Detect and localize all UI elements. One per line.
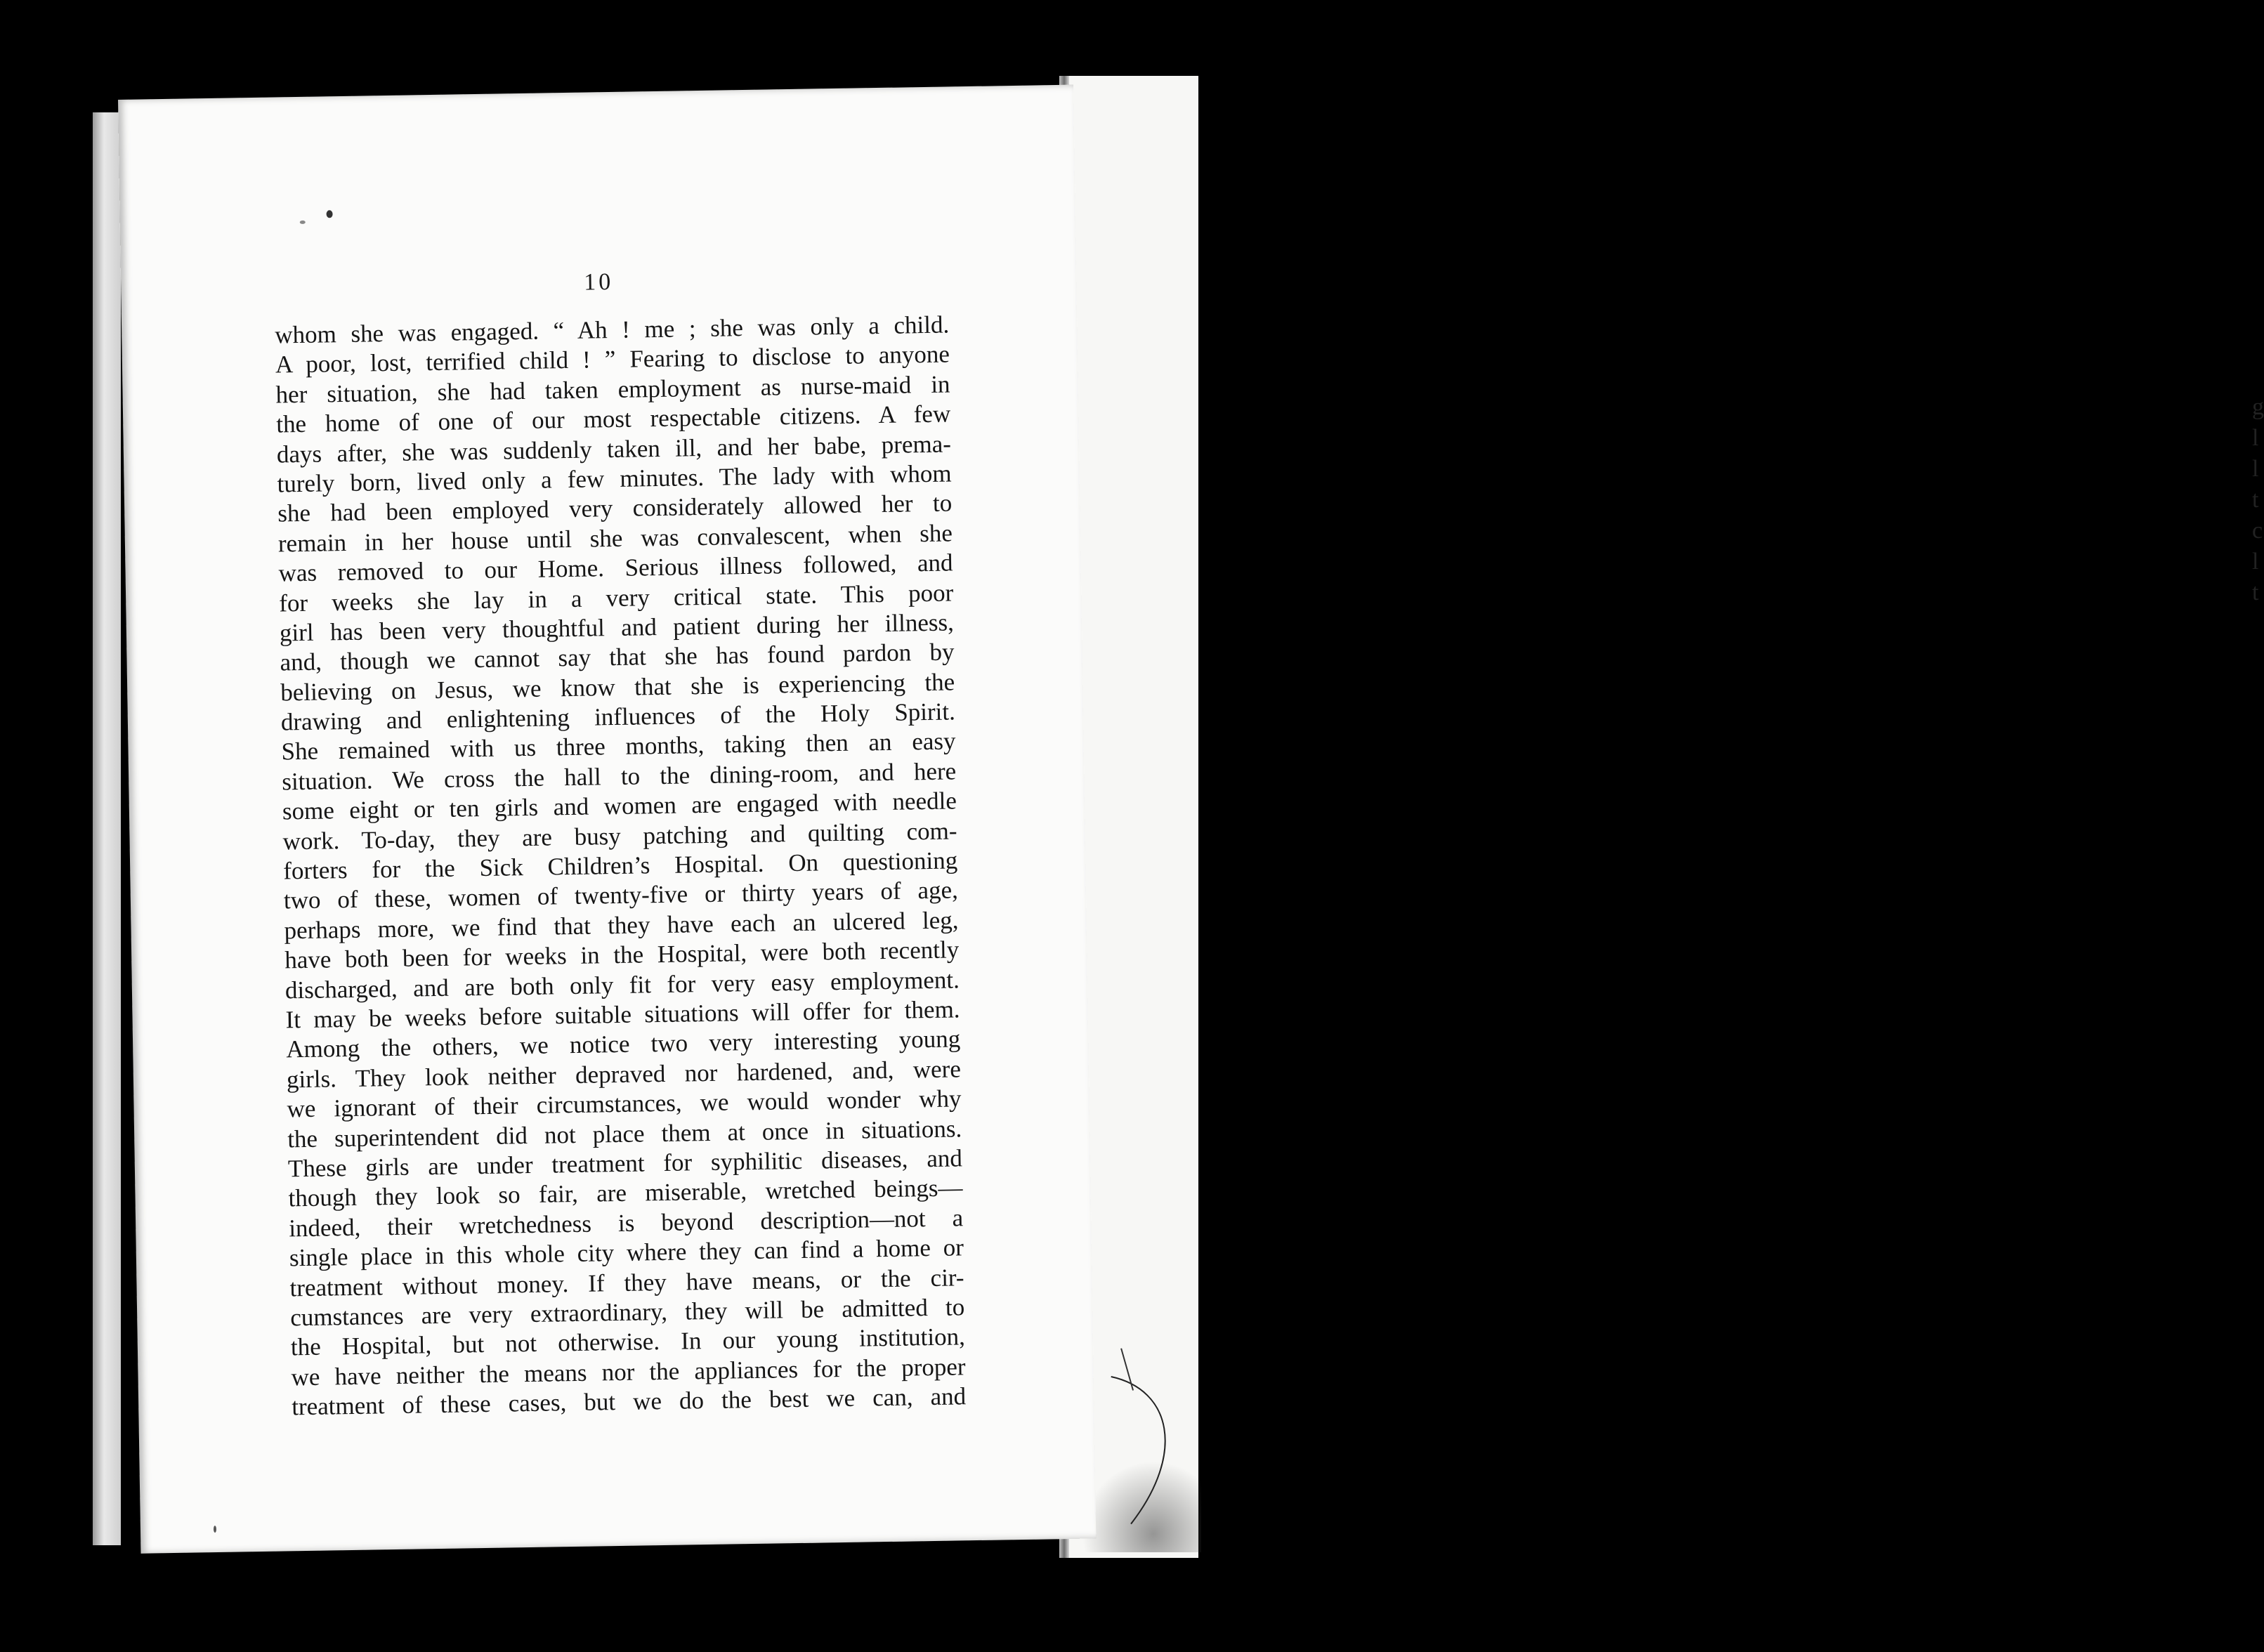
text-line: work. To-day, they are busy patching and quilting com- — [282, 817, 957, 855]
text-line: turely born, lived only a few minutes. The lady with whom — [277, 459, 952, 498]
facing-page-letter: t — [2252, 579, 2259, 605]
facing-page-letters — [2252, 392, 2264, 608]
text-line: remain in her house until she was convalescent, when she — [277, 519, 953, 558]
pencil-mark — [1107, 1347, 1194, 1531]
text-line: she had been employed very considerately allowed her to — [277, 489, 953, 527]
text-line: whom she was engaged. “ Ah ! me ; she was only a child. — [274, 310, 950, 349]
text-line: for weeks she lay in a very critical state. This poor — [278, 578, 954, 617]
text-line: girls. They look neither depraved nor hardened, and, were — [286, 1055, 962, 1094]
text-line: single place in this whole city where they can find a home or — [289, 1233, 964, 1272]
text-line: It may be weeks before suitable situations will offer for them. — [285, 995, 960, 1034]
text-line: we ignorant of their circumstances, we would wonder why — [287, 1084, 962, 1123]
text-line: indeed, their wretchedness is beyond description—not a — [288, 1204, 964, 1243]
dust-speck — [214, 1526, 216, 1533]
text-line: the superintendent did not place them at once in situations. — [287, 1114, 962, 1153]
text-line: forters for the Sick Children’s Hospital. On questioning — [282, 846, 958, 885]
text-line: have both been for weeks in the Hospital, were both recently — [284, 936, 960, 974]
text-line: the home of one of our most respectable citizens. A few — [275, 400, 951, 438]
text-line: her situation, she had taken employment as nurse-maid in — [275, 370, 950, 409]
dust-speck — [327, 210, 333, 218]
facing-page-letter: l — [2252, 425, 2259, 451]
text-line: days after, she was suddenly taken ill, and her babe, prema- — [276, 429, 952, 468]
facing-page-letter: g — [2252, 394, 2264, 420]
page-number: 10 — [583, 268, 614, 296]
text-line: treatment without money. If they have means, or the cir- — [289, 1263, 964, 1302]
text-line: we have neither the means nor the appliances for the proper — [291, 1352, 966, 1391]
text-line: believing on Jesus, we know that she is experiencing the — [280, 668, 955, 707]
text-line: discharged, and are both only fit for very easy employment. — [284, 965, 960, 1004]
text-line: situation. We cross the hall to the dining-room, and here — [281, 757, 957, 796]
text-line: perhaps more, we find that they have each an ulcered leg, — [284, 906, 959, 945]
text-line: and, though we cannot say that she has found pardon by — [280, 638, 955, 676]
text-line: treatment of these cases, but we do the best we can, and — [291, 1382, 967, 1421]
book-page — [118, 85, 1096, 1554]
facing-page-letter: l — [2252, 456, 2259, 482]
text-line: the Hospital, but not otherwise. In our young institution, — [290, 1323, 966, 1361]
text-line: two of these, women of twenty-five or thirty years of age, — [283, 876, 959, 914]
facing-page-letter: l — [2252, 549, 2259, 575]
text-line: some eight or ten girls and women are engaged with needle — [282, 787, 957, 825]
text-line: A poor, lost, terrified child ! ” Fearing to disclose to anyone — [275, 340, 950, 379]
text-line: was removed to our Home. Serious illness followed, and — [278, 549, 953, 587]
text-line: girl has been very thoughtful and patient during her illness, — [279, 608, 955, 647]
text-line: She remained with us three months, taking then an easy — [281, 727, 956, 766]
text-line: These girls are under treatment for syphilitic diseases, and — [287, 1144, 963, 1183]
page-body-text — [275, 310, 967, 1422]
text-line: cumstances are very extraordinary, they will be admitted to — [289, 1293, 965, 1332]
page-stack-edge — [93, 112, 121, 1545]
dust-speck — [300, 221, 306, 224]
text-line: drawing and enlightening influences of the Holy Spirit. — [280, 697, 956, 736]
text-line: Among the others, we notice two very interesting young — [285, 1025, 961, 1063]
text-line: though they look so fair, are miserable, wretched beings— — [288, 1174, 963, 1212]
facing-page-letter: t — [2252, 487, 2259, 513]
facing-page-letter: c — [2252, 518, 2263, 544]
